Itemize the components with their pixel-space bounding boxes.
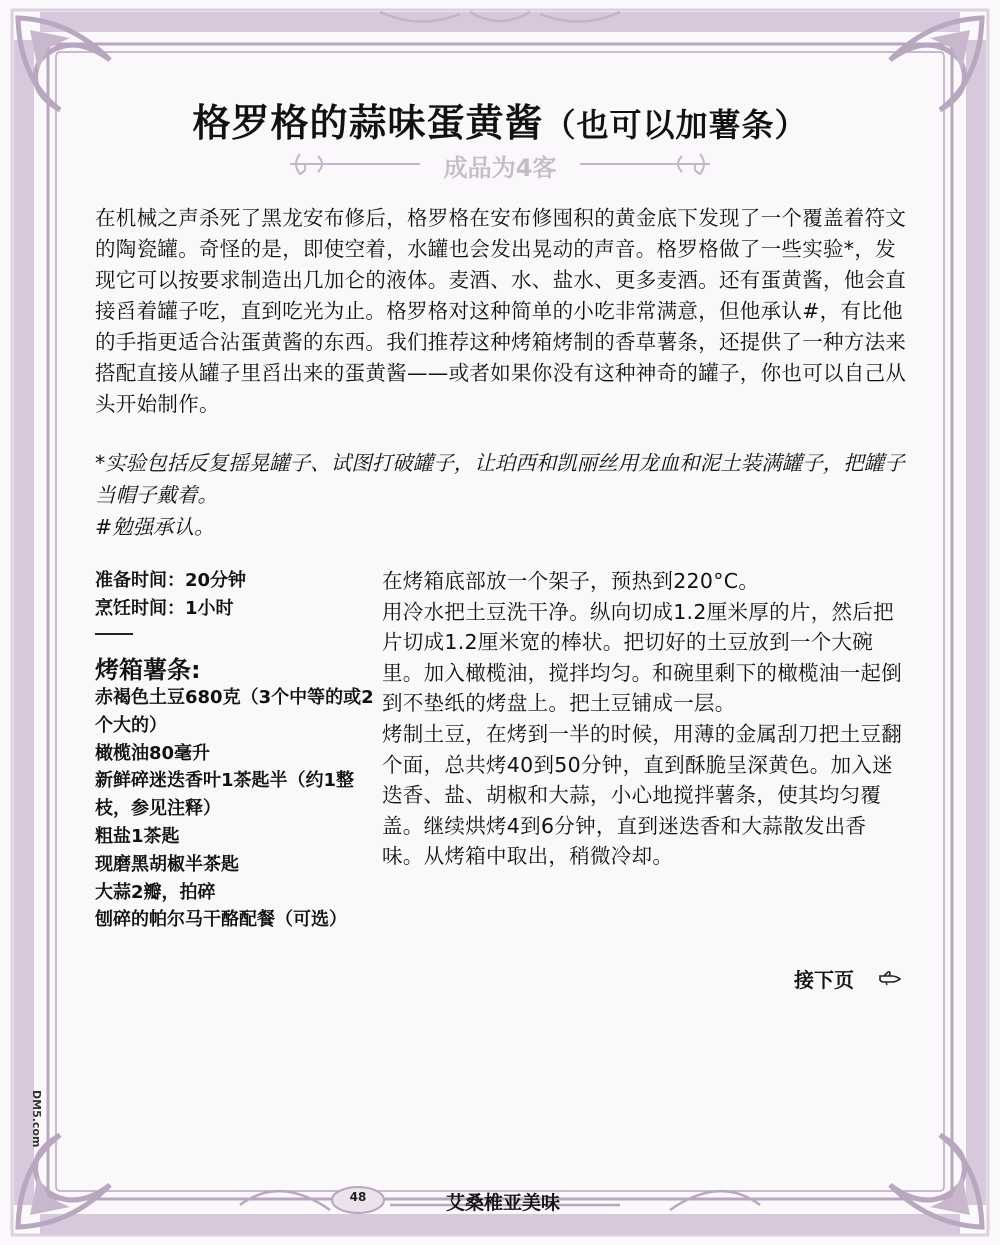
page-number: 48 <box>349 1190 367 1204</box>
book-title: 艾桑椎亚美味 <box>446 1192 561 1214</box>
instruction-step: 烤制土豆，在烤到一半的时候，用薄的金属刮刀把土豆翻个面，总共烤40到50分钟，直到酥脆呈深黄色。加入迷迭香、盐、胡椒和大蒜，小心地搅拌薯条，使其均匀覆盖。继续烘烤4到6分钟，直到迷迭香和大蒜散发出香味。从烤箱中取出，稍微冷却。 <box>382 721 902 869</box>
next-page-label: 接下页 <box>794 968 854 992</box>
ingredient-item: 赤褐色土豆680克（3个中等的或2个大的） <box>95 687 374 736</box>
cook-time: 烹饪时间：1小时 <box>95 598 234 619</box>
prep-time: 准备时间：20分钟 <box>95 570 247 591</box>
instruction-step: 用冷水把土豆洗干净。纵向切成1.2厘米厚的片，然后把片切成1.2厘米宽的棒状。把切好的土豆放到一个大碗里。加入橄榄油，搅拌均匀。和碗里剩下的橄榄油一起倒到不垫纸的烤盘上。把土豆铺成一层。 <box>382 599 902 716</box>
ingredient-item: 粗盐1茶匙 <box>95 825 180 847</box>
watermark: DM5.com <box>30 1090 43 1148</box>
divider <box>95 633 133 635</box>
ingredient-item: 刨碎的帕尔马干酪配餐（可选） <box>95 909 347 931</box>
ingredient-item: 现磨黑胡椒半茶匙 <box>95 853 239 875</box>
instruction-step: 在烤箱底部放一个架子，预热到220°C。 <box>382 569 760 593</box>
pointing-hand-icon <box>878 970 904 988</box>
servings-row <box>280 146 720 182</box>
instructions <box>382 566 902 872</box>
ingredient-item: 橄榄油80毫升 <box>95 742 211 764</box>
ingredient-item: 新鲜碎迷迭香叶1茶匙半（约1整枝，参见注释） <box>95 770 355 820</box>
time-info <box>95 567 375 623</box>
footnote-reluctant: #勉强承认。 <box>95 515 215 539</box>
recipe-title: 格罗格的蒜味蛋黄酱（也可以加薯条） <box>192 101 808 145</box>
ingredients-list <box>95 684 375 934</box>
ingredients-title: 烤箱薯条: <box>95 656 201 684</box>
intro-paragraph: 在机械之声杀死了黑龙安布修后，格罗格在安布修囤积的黄金底下发现了一个覆盖着符文的陶瓷罐。奇怪的是，即使空着，水罐也会发出晃动的声音。格罗格做了一些实验*，发现它可以按要求制造出几加仑的液体。麦酒、水、盐水、更多麦酒。还有蛋黄酱，他会直接舀着罐子吃，直到吃光为止。格罗格对这种简单的小吃非常满意，但他承认#，有比他的手指更适合沾蛋黄酱的东西。我们推荐这种烤箱烤制的香草薯条，还提供了一种方法来搭配直接从罐子里舀出来的蛋黄酱——或者如果你没有这种神奇的罐子，你也可以自己从头开始制作。 <box>95 206 907 416</box>
footnotes <box>95 447 915 543</box>
servings: 成品为4客 <box>443 154 557 182</box>
recipe-title-note: （也可以加薯条） <box>543 106 808 144</box>
footnote-experiments: *实验包括反复摇晃罐子、试图打破罐子，让珀西和凯丽丝用龙血和泥土装满罐子，把罐子当帽子戴着。 <box>95 451 905 507</box>
ingredient-item: 大蒜2瓣，拍碎 <box>95 881 216 903</box>
